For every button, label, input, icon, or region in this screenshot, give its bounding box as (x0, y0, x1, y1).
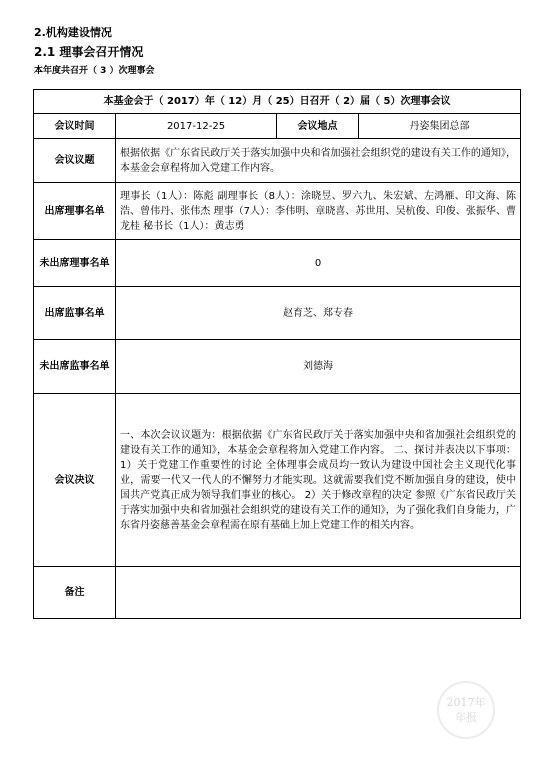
remarks-value (116, 567, 521, 619)
resolution-value: 一、本次会议议题为：根据依据《广东省民政厅关于落实加强中央和省加强社会组织党的建设有关工作的通知》，本基金会章程将加入党建工作内容。 二、探讨并表决以下事项： 1）关于党建工作重要性的讨论 全体理事会成员均一致认为建设中国社会主义现代化事业，需要一代又一代人的不懈努力才能实现。这就需要我们党不断加强自身的建设，使中国共产党真正成为领导我们事业的核心。 2）关于修改章程的决定 参照《广东省民政厅关于落实加强中央和省加强社会组织党的建设有关工作的通知》，为了强化我们自身能力，广东省丹姿慈善基金会章程需在原有基础上加上党建工作的相关内容。 (116, 394, 521, 567)
meeting-count-line: 本年度共召开（ 3 ）次理事会 (34, 66, 155, 76)
remarks-label: 备注 (34, 567, 116, 619)
absent-directors-label: 未出席理事名单 (34, 240, 116, 287)
seal-label: 年报 (455, 711, 477, 724)
meeting-header: 本基金会于（ 2017）年（ 12）月（ 25）日召开（ 2）届（ 5）次理事会议 (34, 90, 521, 114)
directors-value: 理事长（1人）：陈彪 副理事长（8人）：涂晓昱、罗六九、朱宏斌、左鸿雁、印文海、陈浩、曾伟丹、张伟杰 理事（7人）：李伟明、章晓喜、苏世用、吴杭俊、印俊、张振华、曹龙桂 秘书长（1人）：黄志勇 (116, 183, 521, 240)
meeting-table (33, 89, 521, 619)
meeting-topic-value: 根据依据《广东省民政厅关于落实加强中央和省加强社会组织党的建设有关工作的通知》，本基金会章程将加入党建工作内容。 (116, 139, 521, 183)
absent-supervisors-value: 刘德海 (116, 340, 521, 394)
annual-report-seal (437, 681, 495, 739)
directors-label: 出席理事名单 (34, 183, 116, 240)
subsection-heading: 2.1 理事会召开情况 (34, 45, 144, 59)
absent-supervisors-row (34, 340, 521, 394)
supervisors-label: 出席监事名单 (34, 287, 116, 340)
meeting-place-value: 丹姿集团总部 (359, 114, 521, 139)
remarks-row (34, 567, 521, 619)
resolution-label: 会议决议 (34, 394, 116, 567)
supervisors-row (34, 287, 521, 340)
meeting-header-row (34, 90, 521, 114)
meeting-topic-label: 会议议题 (34, 139, 116, 183)
supervisors-value: 赵育芝、郑专春 (116, 287, 521, 340)
resolution-row (34, 394, 521, 567)
topic-row (34, 139, 521, 183)
time-place-row (34, 114, 521, 139)
directors-row (34, 183, 521, 240)
seal-year: 2017年 (446, 696, 486, 709)
absent-directors-row (34, 240, 521, 287)
absent-directors-value: 0 (116, 240, 521, 287)
meeting-place-label: 会议地点 (277, 114, 359, 139)
section-heading: 2.机构建设情况 (34, 26, 112, 39)
meeting-time-label: 会议时间 (34, 114, 116, 139)
absent-supervisors-label: 未出席监事名单 (34, 340, 116, 394)
meeting-time-value: 2017-12-25 (116, 114, 277, 139)
